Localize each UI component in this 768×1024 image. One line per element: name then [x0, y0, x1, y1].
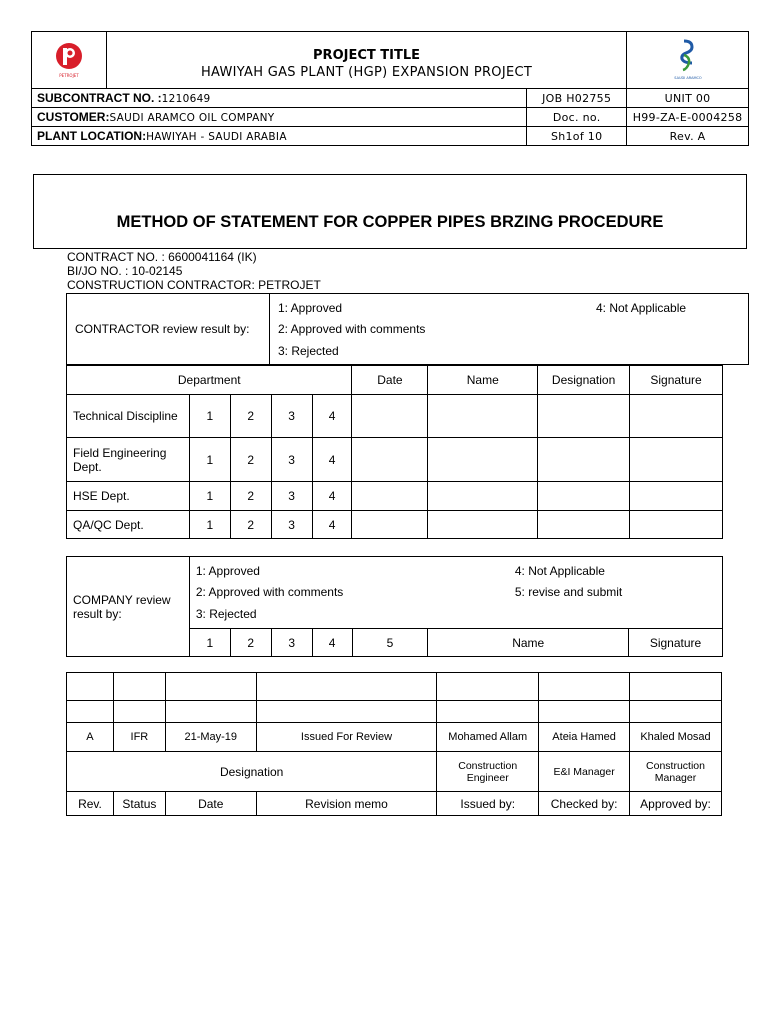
- job-number: JOB H02755: [527, 89, 627, 108]
- construction-contractor: CONSTRUCTION CONTRACTOR: PETROJET: [67, 278, 321, 292]
- table-row: [67, 701, 722, 723]
- name-cell[interactable]: [428, 395, 538, 438]
- rating-4: 4: [312, 395, 352, 438]
- method-title-box: [33, 174, 747, 249]
- plant-location-label: PLANT LOCATION:: [37, 129, 147, 143]
- company-review-options: [189, 557, 722, 629]
- rating-2: 2: [230, 482, 271, 511]
- subcontract-value: 1210649: [161, 93, 211, 105]
- checked-by-header: Checked by:: [539, 792, 630, 816]
- department-name: HSE Dept.: [67, 482, 190, 511]
- table-row: [67, 511, 723, 539]
- signature-cell[interactable]: [630, 438, 723, 482]
- company-rating-1: 1: [189, 629, 230, 657]
- company-rating-5: 5: [352, 629, 428, 657]
- petrojet-logo-cell: [32, 32, 107, 89]
- date-cell[interactable]: [352, 482, 428, 511]
- rating-2: 2: [230, 395, 271, 438]
- rating-4: 4: [312, 438, 352, 482]
- table-row: [67, 723, 722, 752]
- department-header: Department: [67, 366, 352, 395]
- sheet-number: Sh1of 10: [527, 127, 627, 146]
- approved-by-value: Khaled Mosad: [630, 723, 722, 752]
- table-row: [67, 482, 723, 511]
- doc-number: H99-ZA-E-0004258: [627, 108, 749, 127]
- designation-cell[interactable]: [538, 438, 630, 482]
- revision-memo-header: Revision memo: [256, 792, 437, 816]
- svg-text:SAUDI ARAMCO: SAUDI ARAMCO: [673, 75, 702, 80]
- project-title-label: PROJECT TITLE: [313, 48, 421, 63]
- company-option-approved-comments: 2: Approved with comments: [195, 585, 344, 599]
- company-signature-label: Signature: [629, 629, 723, 657]
- table-row: [67, 395, 723, 438]
- company-rating-4: 4: [312, 629, 352, 657]
- rating-3: 3: [271, 511, 312, 539]
- aramco-logo: [673, 37, 703, 81]
- date-cell[interactable]: [352, 511, 428, 539]
- issued-by-header: Issued by:: [437, 792, 539, 816]
- date-header: Date: [165, 792, 256, 816]
- company-option-rejected: 3: Rejected: [195, 607, 257, 621]
- signature-cell[interactable]: [630, 482, 723, 511]
- name-header: Name: [428, 366, 538, 395]
- date-value: 21-May-19: [165, 723, 256, 752]
- method-statement-title: METHOD OF STATEMENT FOR COPPER PIPES BRZING PROCEDURE: [116, 213, 664, 231]
- document-header: [31, 31, 749, 146]
- company-review-table: [66, 556, 723, 657]
- rating-1: 1: [189, 438, 230, 482]
- revision-header-row: [67, 792, 722, 816]
- designation-checker: E&I Manager: [539, 752, 630, 792]
- petrojet-logo: [49, 39, 89, 79]
- department-review-table: [66, 365, 723, 539]
- approved-by-header: Approved by:: [630, 792, 722, 816]
- rev-header: Rev.: [67, 792, 114, 816]
- project-name: HAWIYAH GAS PLANT (HGP) EXPANSION PROJECT: [200, 65, 533, 80]
- table-row: [67, 438, 723, 482]
- svg-text:PETROJET: PETROJET: [59, 72, 79, 78]
- revision-number: Rev. A: [627, 127, 749, 146]
- department-header-row: [67, 366, 723, 395]
- date-cell[interactable]: [352, 438, 428, 482]
- designation-header: Designation: [538, 366, 630, 395]
- signature-cell[interactable]: [630, 395, 723, 438]
- status-value: IFR: [113, 723, 165, 752]
- rating-1: 1: [189, 511, 230, 539]
- contractor-review-label: CONTRACTOR review result by:: [75, 322, 250, 336]
- company-review-label: COMPANY review result by:: [67, 557, 190, 657]
- table-row: [67, 673, 722, 701]
- company-option-not-applicable: 4: Not Applicable: [514, 564, 605, 578]
- department-name: Technical Discipline: [67, 395, 190, 438]
- department-name: Field Engineering Dept.: [67, 438, 190, 482]
- plant-location-value: HAWIYAH - SAUDI ARABIA: [146, 131, 287, 143]
- contractor-option-approved-comments: 2: Approved with comments: [278, 322, 426, 336]
- rating-4: 4: [312, 511, 352, 539]
- contractor-option-rejected: 3: Rejected: [278, 344, 339, 358]
- company-rating-2: 2: [230, 629, 271, 657]
- designation-cell[interactable]: [538, 511, 630, 539]
- contractor-review-box: [66, 293, 749, 365]
- name-cell[interactable]: [428, 511, 538, 539]
- rev-value: A: [67, 723, 114, 752]
- contractor-review-divider: [269, 294, 270, 364]
- contract-number: CONTRACT NO. : 6600041164 (IK): [67, 250, 257, 264]
- designation-cell[interactable]: [538, 395, 630, 438]
- rating-1: 1: [189, 482, 230, 511]
- contractor-option-not-applicable: 4: Not Applicable: [596, 301, 687, 315]
- rating-2: 2: [230, 511, 271, 539]
- customer-cell: [32, 108, 527, 127]
- customer-value: SAUDI ARAMCO OIL COMPANY: [109, 112, 275, 124]
- department-name: QA/QC Dept.: [67, 511, 190, 539]
- memo-value: Issued For Review: [256, 723, 437, 752]
- date-header: Date: [352, 366, 428, 395]
- unit-number: UNIT 00: [627, 89, 749, 108]
- rating-3: 3: [271, 482, 312, 511]
- checked-by-value: Ateia Hamed: [539, 723, 630, 752]
- company-option-revise-submit: 5: revise and submit: [514, 585, 623, 599]
- date-cell[interactable]: [352, 395, 428, 438]
- designation-row: [67, 752, 722, 792]
- company-option-approved: 1: Approved: [195, 564, 260, 578]
- designation-label: Designation: [67, 752, 437, 792]
- aramco-logo-cell: [627, 32, 749, 89]
- company-rating-3: 3: [271, 629, 312, 657]
- rating-1: 1: [189, 395, 230, 438]
- issued-by-value: Mohamed Allam: [437, 723, 539, 752]
- rating-2: 2: [230, 438, 271, 482]
- rating-4: 4: [312, 482, 352, 511]
- subcontract-cell: [32, 89, 527, 108]
- designation-issuer: Construction Engineer: [437, 752, 539, 792]
- revision-table: [66, 672, 722, 816]
- status-header: Status: [113, 792, 165, 816]
- contractor-option-approved: 1: Approved: [278, 301, 343, 315]
- designation-approver: Construction Manager: [630, 752, 722, 792]
- rating-3: 3: [271, 438, 312, 482]
- rating-3: 3: [271, 395, 312, 438]
- designation-cell[interactable]: [538, 482, 630, 511]
- customer-label: CUSTOMER:: [37, 110, 110, 124]
- plant-location-cell: [32, 127, 527, 146]
- project-title-cell: [106, 32, 626, 89]
- company-name-label: Name: [428, 629, 629, 657]
- signature-header: Signature: [630, 366, 723, 395]
- doc-label: Doc. no.: [527, 108, 627, 127]
- signature-cell[interactable]: [630, 511, 723, 539]
- name-cell[interactable]: [428, 438, 538, 482]
- bijo-number: BI/JO NO. : 10-02145: [67, 264, 183, 278]
- name-cell[interactable]: [428, 482, 538, 511]
- subcontract-label: SUBCONTRACT NO. :: [37, 91, 162, 105]
